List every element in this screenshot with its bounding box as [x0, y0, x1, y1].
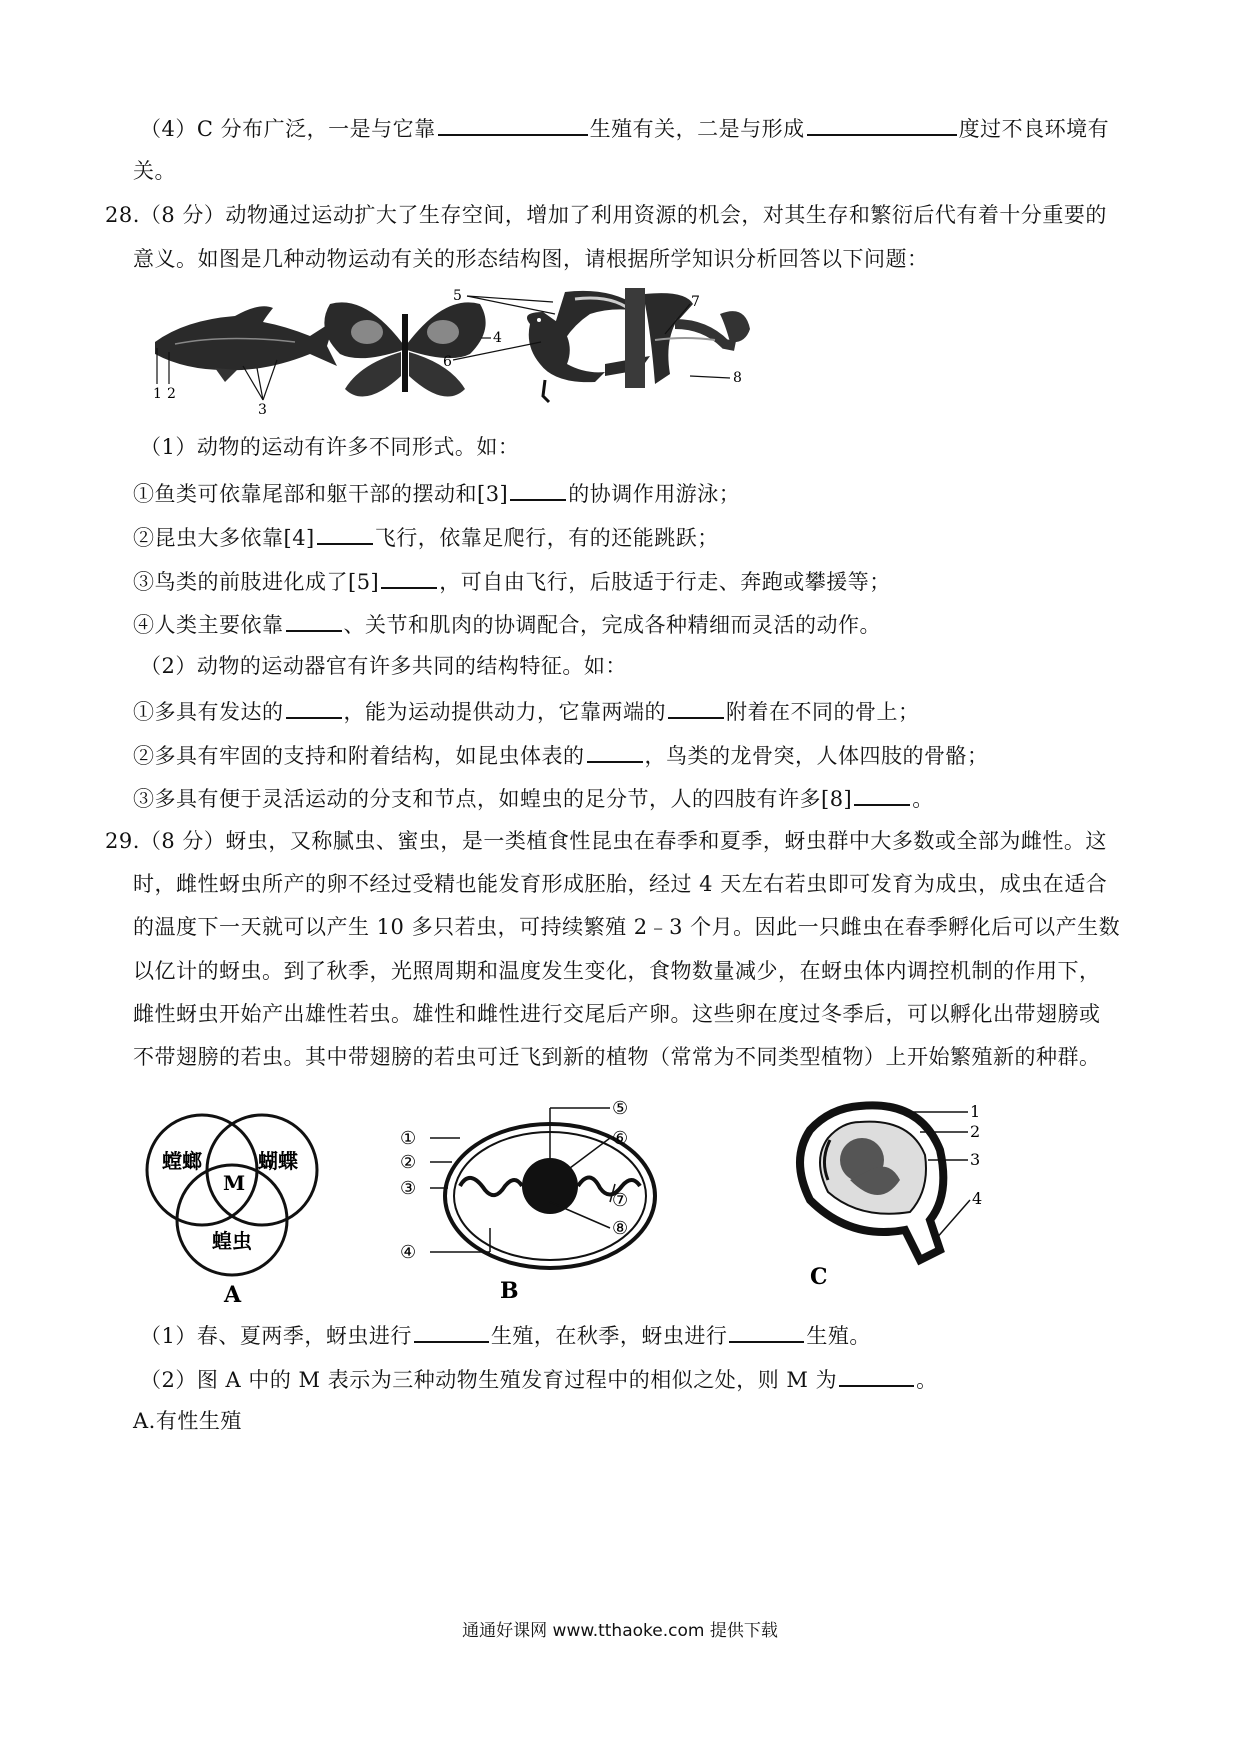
figure-label: 1 [153, 386, 162, 402]
q27-4-line: （4）C 分布广泛，一是与它靠 生殖有关，二是与形成 度过不良环境有 [140, 112, 1109, 144]
q29-option-a: A.有性生殖 [133, 1409, 242, 1433]
fetus-figure-c [790, 1100, 1010, 1290]
answer-blank[interactable] [729, 1319, 804, 1343]
answer-blank[interactable] [807, 112, 957, 136]
egg-label: ⑤ [612, 1098, 629, 1119]
q29-q2: （2）图 A 中的 M 表示为三种动物生殖发育过程中的相似之处，则 M 为 。 [140, 1363, 938, 1395]
answer-blank[interactable] [438, 112, 588, 136]
q28-p1-c: ③鸟类的前肢进化成了[5] ，可自由飞行，后肢适于行走、奔跑或攀援等； [133, 565, 891, 597]
fetus-label: 2 [970, 1122, 981, 1141]
answer-blank[interactable] [854, 782, 910, 806]
answer-blank[interactable] [286, 695, 342, 719]
fish-drawing [153, 306, 337, 418]
human-arm-drawing [625, 288, 750, 388]
answer-blank[interactable] [587, 739, 643, 763]
figure-label: 6 [443, 354, 452, 370]
egg-label: ⑥ [612, 1128, 629, 1149]
q28-p2-title: （2）动物的运动器官有许多共同的结构特征。如： [140, 654, 627, 678]
venn-label-locust: 蝗虫 [212, 1229, 252, 1253]
egg-label: ③ [400, 1178, 417, 1199]
q28-p1-a: ①鱼类可依靠尾部和躯干部的摆动和[3] 的协调作用游泳； [133, 477, 740, 509]
answer-blank[interactable] [317, 521, 373, 545]
fetus-label: 4 [972, 1189, 983, 1208]
answer-blank[interactable] [839, 1363, 914, 1387]
figure-label: 8 [733, 370, 742, 386]
figure-label: 5 [453, 288, 462, 304]
q29-q1: （1）春、夏两季，蚜虫进行 生殖，在秋季，蚜虫进行 生殖。 [140, 1319, 871, 1351]
animal-motion-figure [145, 284, 765, 419]
q29-stem-2: 时，雌性蚜虫所产的卵不经过受精也能发育形成胚胎，经过 4 天左右若虫即可发育为成虫，成虫在适合 [133, 872, 1108, 896]
venn-label-butterfly: 蝴蝶 [258, 1149, 298, 1173]
q29-stem-6: 不带翅膀的若虫。其中带翅膀的若虫可迁飞到新的植物（常常为不同类型植物）上开始繁殖新的种群。 [133, 1045, 1101, 1069]
answer-blank[interactable] [381, 565, 437, 589]
venn-label-mantis: 螳螂 [162, 1149, 202, 1173]
venn-diagram-a [140, 1108, 340, 1308]
egg-label: ② [400, 1152, 417, 1173]
q28-p1-title: （1）动物的运动有许多不同形式。如： [140, 435, 520, 459]
answer-blank[interactable] [414, 1319, 489, 1343]
egg-label: ④ [400, 1242, 417, 1263]
q29-stem-4: 以亿计的蚜虫。到了秋季，光照周期和温度发生变化，食物数量减少，在蚜虫体内调控机制的作用下， [133, 959, 1101, 983]
q28-stem-2: 意义。如图是几种动物运动有关的形态结构图，请根据所学知识分析回答以下问题： [133, 247, 929, 271]
figure-caption-b: B [500, 1278, 519, 1304]
page-footer: 通通好课网 www.tthaoke.com 提供下载 [462, 1621, 778, 1641]
egg-label: ① [400, 1128, 417, 1149]
q28-p2-c: ③多具有便于灵活运动的分支和节点，如蝗虫的足分节，人的四肢有许多[8] 。 [133, 782, 934, 814]
q29-stem-3: 的温度下一天就可以产生 10 多只若虫，可持续繁殖 2﹣3 个月。因此一只雌虫在春季孵化后可以产生数 [133, 915, 1121, 939]
answer-blank[interactable] [510, 477, 566, 501]
figure-caption-a: A [224, 1282, 242, 1308]
q28-p1-d: ④人类主要依靠 、关节和肌肉的协调配合，完成各种精细而灵活的动作。 [133, 608, 881, 640]
answer-blank[interactable] [668, 695, 724, 719]
figure-label: 2 [167, 386, 176, 402]
butterfly-drawing [324, 302, 502, 396]
fetus-label: 3 [970, 1150, 981, 1169]
fetus-label: 1 [970, 1102, 981, 1121]
q28-p2-b: ②多具有牢固的支持和附着结构，如昆虫体表的 ，鸟类的龙骨突，人体四肢的骨骼； [133, 739, 989, 771]
figure-label: 3 [258, 402, 267, 418]
figure-caption-c: C [810, 1264, 828, 1290]
q29-stem-1: 29.（8 分）蚜虫，又称腻虫、蜜虫，是一类植食性昆虫在春季和夏季，蚜虫群中大多数或全部为雌性。这 [105, 829, 1107, 853]
q27-4-line2: 关。 [133, 159, 176, 183]
venn-center-m: M [223, 1171, 246, 1195]
q28-p2-a: ①多具有发达的 ，能为运动提供动力，它靠两端的 附着在不同的骨上； [133, 695, 920, 727]
q28-stem-1: 28.（8 分）动物通过运动扩大了生存空间，增加了利用资源的机会，对其生存和繁衍后代有着十分重要的 [105, 203, 1107, 227]
egg-label: ⑦ [612, 1190, 629, 1211]
figure-label: 7 [691, 294, 700, 310]
answer-blank[interactable] [286, 608, 342, 632]
egg-label: ⑧ [612, 1218, 629, 1239]
q28-p1-b: ②昆虫大多依靠[4] 飞行，依靠足爬行，有的还能跳跃； [133, 521, 719, 553]
figure-label: 4 [493, 330, 502, 346]
bird-egg-figure-b [400, 1098, 710, 1313]
q29-stem-5: 雌性蚜虫开始产出雄性若虫。雄性和雌性进行交尾后产卵。这些卵在度过冬季后，可以孵化出带翅膀或 [133, 1002, 1101, 1026]
